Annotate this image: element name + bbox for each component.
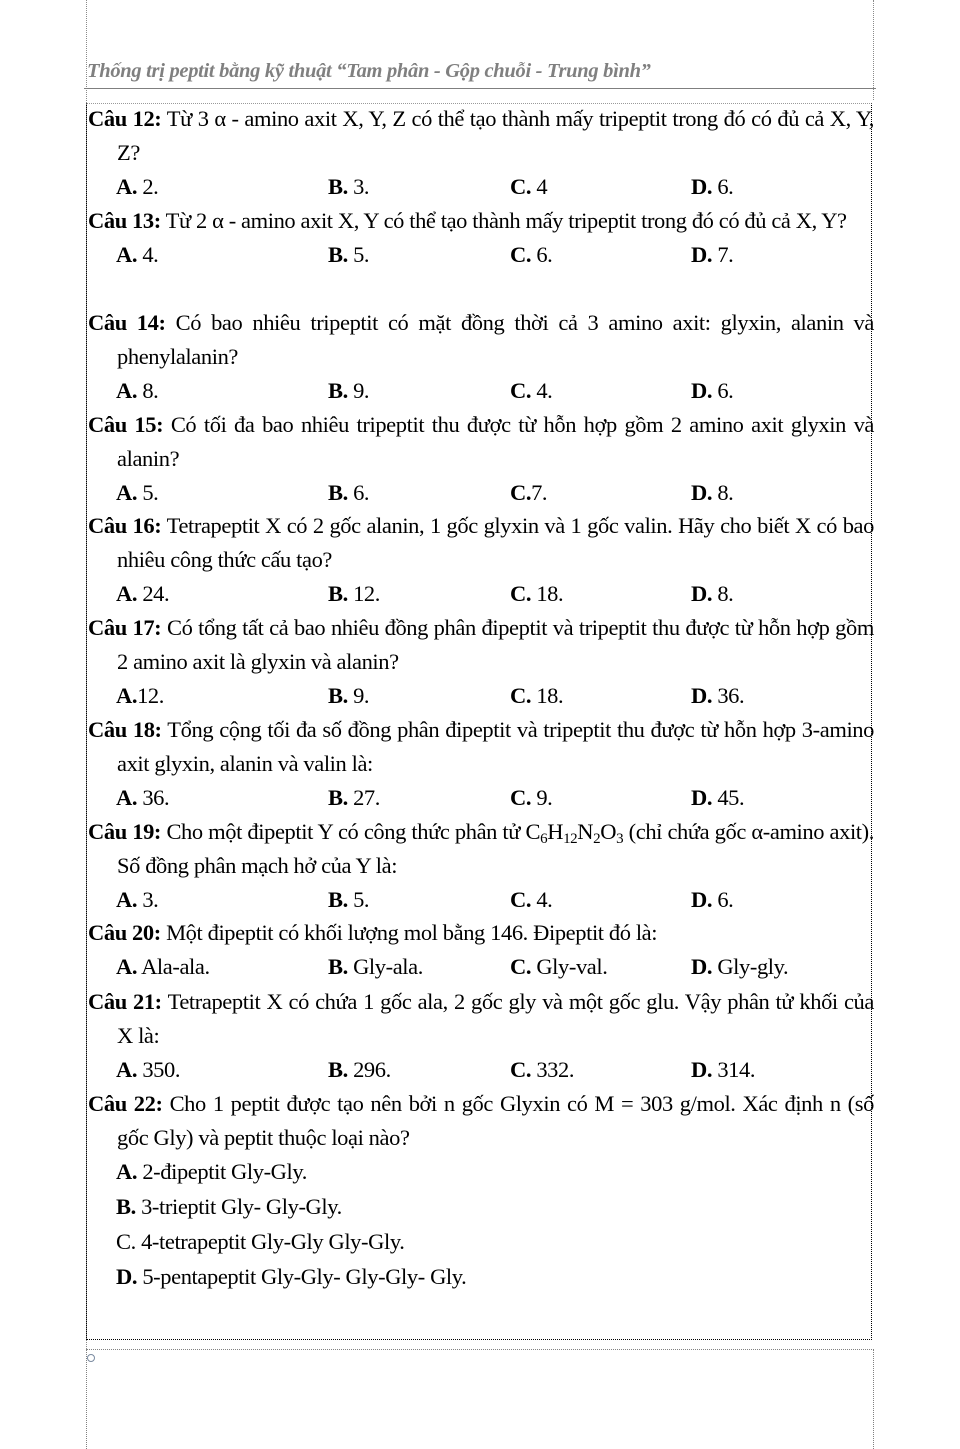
option-a[interactable]: A. 5. <box>116 480 159 505</box>
option-d[interactable]: D. 8. <box>691 480 734 505</box>
question-stem <box>88 815 874 883</box>
option-d[interactable]: D. Gly-gly. <box>691 954 789 979</box>
question-22 <box>88 1087 874 1295</box>
option-a[interactable]: A. 2. <box>116 174 159 199</box>
question-stem <box>88 985 874 1053</box>
question-12 <box>88 102 874 204</box>
options-row <box>88 238 874 272</box>
question-label: Câu 15: <box>88 412 164 437</box>
options-row <box>88 1053 874 1087</box>
question-label: Câu 17: <box>88 615 162 640</box>
question-text: Từ 2 α - amino axit X, Y có thể tạo thành mấy tripeptit trong đó có đủ cả X, Y? <box>165 208 847 233</box>
header-divider <box>84 88 876 89</box>
question-15 <box>88 408 874 510</box>
paragraph-mark-icon <box>87 1354 95 1362</box>
option-d[interactable]: D. 36. <box>691 683 745 708</box>
question-14 <box>88 306 874 408</box>
option-c[interactable]: C. 4. <box>510 887 553 912</box>
question-21 <box>88 985 874 1087</box>
question-text: Một đipeptit có khối lượng mol bằng 146. Đipeptit đó là: <box>166 920 658 945</box>
option-d[interactable]: D. 5-pentapeptit Gly-Gly- Gly-Gly- Gly. <box>116 1264 467 1289</box>
question-stem <box>88 713 874 781</box>
question-label: Câu 21: <box>88 989 162 1014</box>
option-a[interactable]: A. 2-đipeptit Gly-Gly. <box>116 1159 307 1184</box>
option-c[interactable]: C. 9. <box>510 785 553 810</box>
option-b[interactable]: B. 296. <box>328 1057 391 1082</box>
option-b[interactable]: B. 9. <box>328 683 370 708</box>
question-label: Câu 19: <box>88 819 162 844</box>
question-stem <box>88 408 874 476</box>
right-margin-guide <box>873 0 874 100</box>
option-c[interactable]: C. 18. <box>510 683 564 708</box>
question-text: Có tối đa bao nhiêu tripeptit thu được từ hỗn hợp gồm 2 amino axit glyxin và alanin? <box>117 412 875 471</box>
option-c[interactable]: C. 332. <box>510 1057 575 1082</box>
options-row <box>88 679 874 713</box>
next-page-frame <box>86 1349 874 1449</box>
question-stem <box>88 916 874 950</box>
question-20 <box>88 916 874 984</box>
options-row <box>88 781 874 815</box>
option-a[interactable]: A. Ala-ala. <box>116 954 210 979</box>
question-stem <box>88 1087 874 1155</box>
option-b[interactable]: B. Gly-ala. <box>328 954 423 979</box>
option-a[interactable]: A.12. <box>116 683 165 708</box>
option-b[interactable]: B. 5. <box>328 242 370 267</box>
question-label: Câu 18: <box>88 717 162 742</box>
molecular-formula: $C_6H_{12}N_2O_3$ <box>525 819 624 847</box>
question-text-after: (chỉ chứa gốc α-amino axit). Số đồng phân mạch hở của Y là: <box>117 819 874 878</box>
option-d[interactable]: D. 6. <box>691 887 734 912</box>
options-row <box>88 577 874 611</box>
option-c[interactable]: C. 4. <box>510 378 553 403</box>
option-d[interactable]: D. 314. <box>691 1057 756 1082</box>
question-text: Tetrapeptit X có chứa 1 gốc ala, 2 gốc gly và một gốc glu. Vậy phân tử khối của X là: <box>117 989 874 1048</box>
option-a[interactable]: A. 36. <box>116 785 170 810</box>
question-stem <box>88 204 874 238</box>
options-row <box>88 476 874 510</box>
option-d[interactable]: D. 45. <box>691 785 745 810</box>
question-stem <box>88 509 874 577</box>
option-c[interactable]: C. 18. <box>510 581 564 606</box>
question-18 <box>88 713 874 815</box>
option-c[interactable]: C. Gly-val. <box>510 954 608 979</box>
question-label: Câu 22: <box>88 1091 163 1116</box>
question-text: Từ 3 α - amino axit X, Y, Z có thể tạo thành mấy tripeptit trong đó có đủ cả X, Y, Z? <box>117 106 874 165</box>
option-c[interactable]: C. 4 <box>510 174 548 199</box>
options-row <box>88 374 874 408</box>
question-17 <box>88 611 874 713</box>
question-label: Câu 12: <box>88 106 162 131</box>
question-stem <box>88 306 874 374</box>
option-d[interactable]: D. 6. <box>691 378 734 403</box>
question-label: Câu 16: <box>88 513 162 538</box>
option-a[interactable]: A. 3. <box>116 887 159 912</box>
question-text: Có bao nhiêu tripeptit có mặt đồng thời cả 3 amino axit: glyxin, alanin và phenylalanin? <box>117 310 874 369</box>
options-row <box>88 950 874 984</box>
question-stem <box>88 611 874 679</box>
option-b[interactable]: B. 9. <box>328 378 370 403</box>
option-c[interactable]: C. 4-tetrapeptit Gly-Gly Gly-Gly. <box>116 1229 405 1254</box>
option-a[interactable]: A. 8. <box>116 378 159 403</box>
option-d[interactable]: D. 8. <box>691 581 734 606</box>
option-b[interactable]: B. 27. <box>328 785 381 810</box>
option-a[interactable]: A. 350. <box>116 1057 181 1082</box>
option-b[interactable]: B. 5. <box>328 887 370 912</box>
page-header-title: Thống trị peptit bằng kỹ thuật “Tam phân - Gộp chuỗi - Trung bình” <box>87 60 651 82</box>
option-b[interactable]: B. 3. <box>328 174 370 199</box>
question-text: Cho 1 peptit được tạo nên bởi n gốc Glyxin có M = 303 g/mol. Xác định n (số gốc Gly) và peptit thuộc loại nào? <box>117 1091 874 1150</box>
question-label: Câu 20: <box>88 920 161 945</box>
question-text: Có tổng tất cả bao nhiêu đồng phân đipeptit và tripeptit thu được từ hỗn hợp gồm 2 amino axit là glyxin và alanin? <box>117 615 874 674</box>
option-d[interactable]: D. 7. <box>691 242 734 267</box>
option-a[interactable]: A. 24. <box>116 581 170 606</box>
options-row <box>88 883 874 917</box>
option-a[interactable]: A. 4. <box>116 242 159 267</box>
question-text: Tổng cộng tối đa số đồng phân đipeptit và tripeptit thu được từ hỗn hợp 3-amino axit glyxin, alanin và valin là: <box>117 717 874 776</box>
option-b[interactable]: B. 6. <box>328 480 370 505</box>
option-b[interactable]: B. 12. <box>328 581 381 606</box>
question-stem <box>88 102 874 170</box>
question-13 <box>88 204 874 272</box>
option-d[interactable]: D. 6. <box>691 174 734 199</box>
option-b[interactable]: B. 3-trieptit Gly- Gly-Gly. <box>116 1194 342 1219</box>
question-16 <box>88 509 874 611</box>
question-label: Câu 13: <box>88 208 161 233</box>
question-text-before: Cho một đipeptit Y có công thức phân tử <box>166 819 526 844</box>
option-c[interactable]: C.7. <box>510 480 548 505</box>
question-19 <box>88 815 874 917</box>
question-label: Câu 14: <box>88 310 166 335</box>
question-text: Tetrapeptit X có 2 gốc alanin, 1 gốc glyxin và 1 gốc valin. Hãy cho biết X có bao nhiêu công thức cấu tạo? <box>117 513 874 572</box>
option-c[interactable]: C. 6. <box>510 242 553 267</box>
options-row <box>88 170 874 204</box>
